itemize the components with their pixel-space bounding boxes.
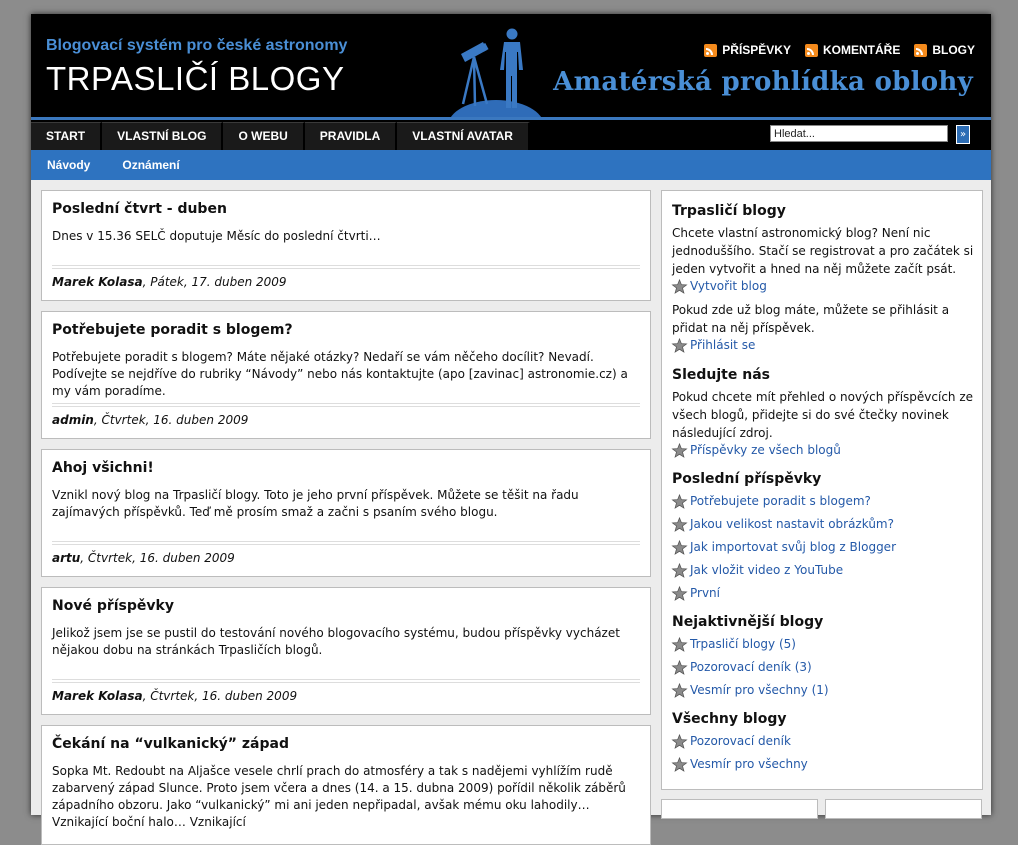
sidebar: [661, 190, 983, 790]
star-icon: [672, 540, 687, 555]
category-nav: [31, 150, 991, 180]
star-icon: [672, 563, 687, 578]
star-icon: [672, 637, 687, 652]
rss-icon: [805, 44, 818, 57]
star-icon: [672, 757, 687, 772]
astronomer-telescope-icon: [449, 28, 544, 118]
post-title[interactable]: Potřebujete poradit s blogem?: [52, 322, 293, 338]
post-date: , Čtvrtek, 16. duben 2009: [142, 689, 298, 703]
post-date: , Čtvrtek, 16. duben 2009: [93, 413, 249, 427]
sidebar-text: Chcete vlastní astronomický blog? Není nic jednoduššího. Stačí se registrovat a pro začátek si jeden vytvořit a hned na něj můžete začít psát.: [672, 226, 974, 276]
latest-post-link[interactable]: Jakou velikost nastavit obrázkům?: [672, 515, 974, 533]
star-icon: [672, 443, 687, 458]
feed-comments-link[interactable]: KOMENTÁŘE: [805, 43, 900, 57]
active-blog-link[interactable]: Vesmír pro všechny (1): [672, 681, 974, 699]
star-icon: [672, 494, 687, 509]
category-guides[interactable]: Návody: [47, 158, 91, 172]
login-link[interactable]: Přihlásit se: [672, 336, 974, 354]
post-meta: [52, 682, 640, 703]
post-excerpt: Vznikl nový blog na Trpasličí blogy. Toto je jeho první příspěvek. Můžete se těšit na řadu zajímavých příspěvků. Teď mě prosím smaž a začni s psaním svého blogu.: [52, 488, 579, 519]
blog-link[interactable]: Vesmír pro všechny: [672, 755, 974, 773]
page: [31, 14, 991, 829]
nav-tab-start[interactable]: START: [31, 122, 102, 150]
active-blog-link[interactable]: Trpasličí blogy (5): [672, 635, 974, 653]
post-author[interactable]: Marek Kolasa: [52, 689, 143, 703]
site-slogan: Amatérská prohlídka oblohy: [553, 67, 973, 97]
nav-tab-rules[interactable]: PRAVIDLA: [305, 122, 397, 150]
post-author[interactable]: artu: [52, 551, 81, 565]
sidebar-widget-box: [661, 799, 818, 819]
star-icon: [672, 517, 687, 532]
post-card: [41, 587, 651, 715]
post-meta: [52, 544, 640, 565]
main-nav: [31, 120, 991, 150]
post-date: , Čtvrtek, 16. duben 2009: [80, 551, 235, 565]
blog-link[interactable]: Pozorovací deník: [672, 732, 974, 750]
star-icon: [672, 586, 687, 601]
post-meta: [52, 406, 640, 427]
rss-icon: [704, 44, 717, 57]
category-announcements[interactable]: Oznámení: [122, 158, 180, 172]
sidebar-heading: Všechny blogy: [672, 711, 787, 727]
site-tagline: Blogovací systém pro české astronomy: [46, 37, 348, 54]
nav-tab-about[interactable]: O WEBU: [223, 122, 304, 150]
latest-post-link[interactable]: Jak importovat svůj blog z Blogger: [672, 538, 974, 556]
sidebar-heading: Poslední příspěvky: [672, 471, 822, 487]
feed-blogs-link[interactable]: BLOGY: [914, 43, 975, 57]
create-blog-link[interactable]: Vytvořit blog: [672, 277, 974, 295]
sidebar-heading: Trpasličí blogy: [672, 203, 786, 219]
sidebar-text: Pokud zde už blog máte, můžete se přihlásit a přidat na něj příspěvek.: [672, 303, 950, 335]
post-title[interactable]: Čekání na “vulkanický” západ: [52, 736, 289, 752]
latest-post-link[interactable]: Jak vložit video z YouTube: [672, 561, 974, 579]
site-header: [31, 14, 991, 118]
site-title[interactable]: TRPASLIČÍ BLOGY: [46, 60, 345, 97]
nav-tab-own-blog[interactable]: VLASTNÍ BLOG: [102, 122, 223, 150]
search-input[interactable]: [770, 125, 948, 142]
latest-post-link[interactable]: První: [672, 584, 974, 602]
star-icon: [672, 338, 687, 353]
post-card: [41, 190, 651, 301]
star-icon: [672, 683, 687, 698]
post-excerpt: Jelikož jsem jse se pustil do testování nového blogovacího systému, budou příspěvky vycházet nějakou dobu na stránkách Trpasličích blogů.: [52, 626, 620, 657]
star-icon: [672, 660, 687, 675]
post-card: [41, 725, 651, 845]
post-excerpt: Potřebujete poradit s blogem? Máte nějaké otázky? Nedaří se vám něčeho docílit? Nevadí. Podívejte se nejdříve do rubriky “Návody” nebo nás kontaktujte (apo [zavinac] astronomie.cz) a my vám poradíme.: [52, 350, 628, 398]
sidebar-text: Pokud chcete mít přehled o nových příspěvcích ze všech blogů, přidejte si do své čtečky novinek následující zdroj.: [672, 390, 974, 440]
post-title[interactable]: Poslední čtvrt - duben: [52, 201, 227, 217]
feed-posts-link[interactable]: PŘÍSPĚVKY: [704, 43, 791, 57]
post-title[interactable]: Ahoj všichni!: [52, 460, 154, 476]
post-author[interactable]: Marek Kolasa: [52, 275, 143, 289]
post-card: [41, 449, 651, 577]
post-excerpt: Sopka Mt. Redoubt na Aljašce vesele chrlí prach do atmosféry a tak s nadějemi vyhlížím rudě zabarvený západ Slunce. Proto jsem včera a dnes (14. a 15. dubna 2009) pořídil několik záběrů západního obzoru. Jako “vulkanický” mi ani jeden nepřipadal, avšak mému oku lahodily… Vznikající boční halo… Vznikající: [52, 764, 626, 829]
search-button[interactable]: »: [956, 125, 970, 144]
post-date: , Pátek, 17. duben 2009: [142, 275, 287, 289]
sidebar-widget-box: [825, 799, 982, 819]
latest-post-link[interactable]: Potřebujete poradit s blogem?: [672, 492, 974, 510]
post-title[interactable]: Nové příspěvky: [52, 598, 174, 614]
star-icon: [672, 279, 687, 294]
feed-links: [704, 43, 975, 57]
search-form: [770, 125, 970, 144]
sidebar-heading: Sledujte nás: [672, 367, 770, 383]
post-meta: [52, 268, 640, 289]
all-posts-feed-link[interactable]: Příspěvky ze všech blogů: [672, 441, 974, 459]
post-card: [41, 311, 651, 439]
post-excerpt: Dnes v 15.36 SELČ doputuje Měsíc do poslední čtvrti…: [52, 229, 381, 243]
sidebar-heading: Nejaktivnější blogy: [672, 614, 824, 630]
nav-tab-avatar[interactable]: VLASTNÍ AVATAR: [397, 122, 530, 150]
active-blog-link[interactable]: Pozorovací deník (3): [672, 658, 974, 676]
post-author[interactable]: admin: [52, 413, 94, 427]
star-icon: [672, 734, 687, 749]
rss-icon: [914, 44, 927, 57]
